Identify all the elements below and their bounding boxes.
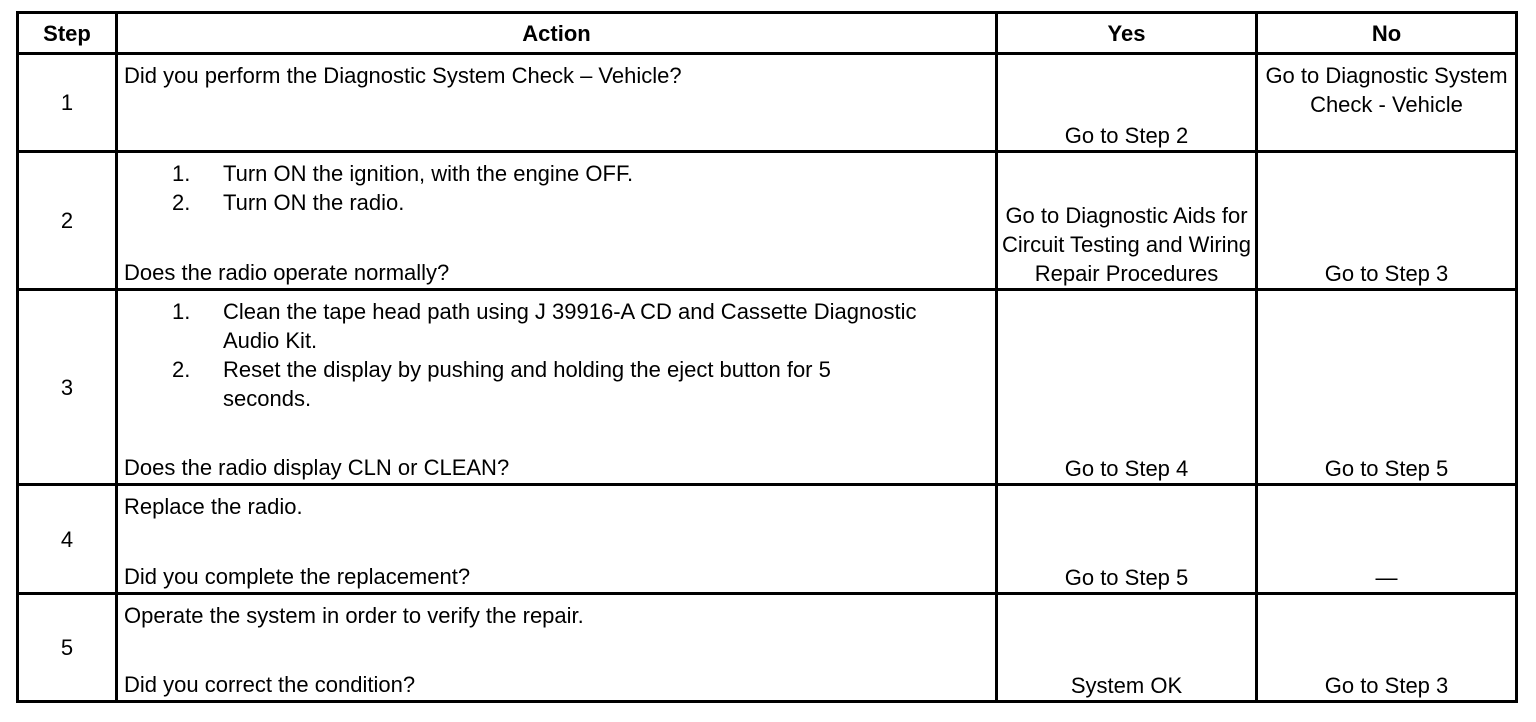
action-steps-list <box>118 291 995 413</box>
step-number: 5 <box>19 595 115 700</box>
yes-cell: Go to Step 4 <box>998 291 1255 483</box>
no-cell: Go to Diagnostic System Check - Vehicle <box>1258 55 1515 150</box>
action-cell <box>118 595 995 700</box>
yes-cell: Go to Diagnostic Aids for Circuit Testing and Wiring Repair Procedures <box>998 153 1255 288</box>
no-cell: Go to Step 3 <box>1258 153 1515 288</box>
list-item <box>172 159 995 188</box>
action-cell <box>118 291 995 483</box>
table-row <box>19 291 1515 483</box>
list-item <box>172 355 995 413</box>
list-item-number: 2. <box>172 357 191 382</box>
header-row <box>19 14 1515 52</box>
action-lead: Replace the radio. <box>124 494 303 519</box>
action-lead: Operate the system in order to verify the repair. <box>124 603 584 628</box>
list-item-text: Turn ON the radio. <box>223 190 405 215</box>
action-cell <box>118 153 995 288</box>
list-item-number: 1. <box>172 299 191 324</box>
list-item <box>172 188 995 217</box>
table-row <box>19 595 1515 700</box>
header-no: No <box>1258 14 1515 52</box>
list-item-text: Clean the tape head path using J 39916-A CD and Cassette Diagnostic Audio Kit. <box>223 299 917 353</box>
step-number: 2 <box>19 153 115 288</box>
no-cell: Go to Step 5 <box>1258 291 1515 483</box>
action-question: Did you complete the replacement? <box>124 564 471 589</box>
step-number: 3 <box>19 291 115 483</box>
yes-cell: Go to Step 5 <box>998 486 1255 592</box>
yes-cell: System OK <box>998 595 1255 700</box>
action-cell <box>118 486 995 592</box>
table-row <box>19 486 1515 592</box>
action-question: Does the radio operate normally? <box>124 260 450 285</box>
list-item-text: Reset the display by pushing and holding the eject button for 5 seconds. <box>223 357 831 411</box>
table-row <box>19 153 1515 288</box>
step-number: 4 <box>19 486 115 592</box>
yes-cell: Go to Step 2 <box>998 55 1255 150</box>
no-cell <box>1258 486 1515 592</box>
action-cell <box>118 55 995 150</box>
list-item-number: 2. <box>172 190 191 215</box>
list-item-text: Turn ON the ignition, with the engine OFF. <box>223 161 634 186</box>
action-steps-list <box>118 153 995 217</box>
list-item <box>172 297 995 355</box>
header-action: Action <box>118 14 995 52</box>
diagnostic-table <box>16 11 1518 703</box>
header-yes: Yes <box>998 14 1255 52</box>
no-cell: Go to Step 3 <box>1258 595 1515 700</box>
action-lead: Did you perform the Diagnostic System Check – Vehicle? <box>124 63 682 88</box>
none-dash: — <box>1375 565 1398 590</box>
list-item-number: 1. <box>172 161 191 186</box>
action-question: Did you correct the condition? <box>124 672 416 697</box>
step-number: 1 <box>19 55 115 150</box>
action-question: Does the radio display CLN or CLEAN? <box>124 455 510 480</box>
header-step: Step <box>19 14 115 52</box>
table-row <box>19 55 1515 150</box>
